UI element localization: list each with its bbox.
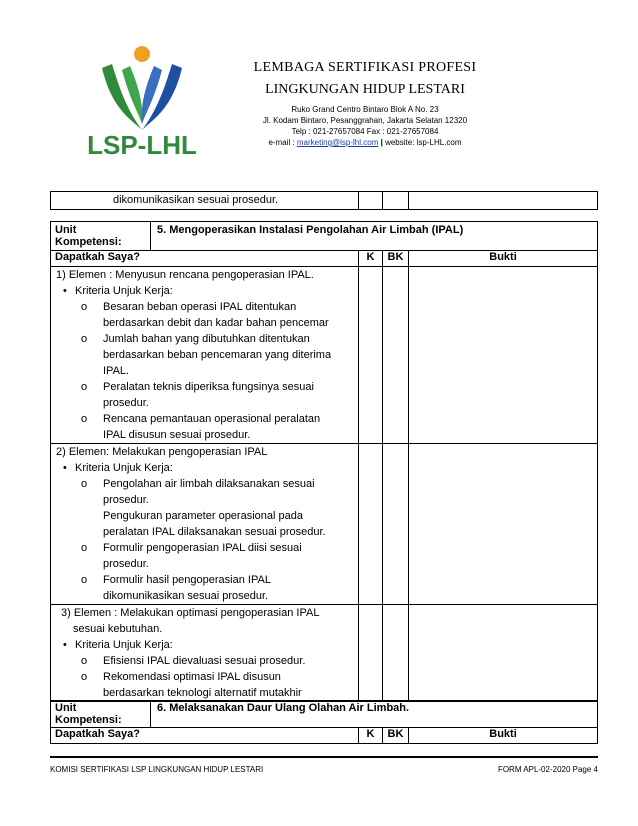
element-cell	[51, 267, 359, 444]
unit-title: 6. Melaksanakan Daur Ulang Olahan Air Limbah.	[151, 701, 598, 728]
col-bk: BK	[383, 251, 409, 267]
criteria-item: o Besaran beban operasi IPAL ditentukan berdasarkan debit dan kadar bahan pencemar	[81, 301, 329, 329]
criteria-item: o Rencana pemantauan operasional peralatan IPAL disusun sesuai prosedur.	[81, 413, 321, 441]
unit6-table	[50, 700, 598, 744]
footer-organization: KOMISI SERTIFIKASI LSP LINGKUNGAN HIDUP LESTARI	[50, 765, 264, 774]
bk-cell[interactable]	[383, 192, 409, 210]
unit-title: 5. Mengoperasikan Instalasi Pengolahan Air Limbah (IPAL)	[151, 222, 598, 251]
separator: |	[378, 138, 386, 147]
footer-divider	[50, 756, 598, 758]
website: website: lsp-LHL.com	[385, 138, 462, 147]
bukti-cell[interactable]	[409, 605, 598, 702]
svg-text:LSP-LHL: LSP-LHL	[87, 130, 197, 160]
element-cell	[51, 605, 359, 702]
bukti-cell[interactable]	[409, 267, 598, 444]
lsp-lhl-logo	[72, 40, 212, 160]
continuation-text: dikomunikasikan sesuai prosedur.	[113, 194, 279, 206]
element-title: 3) Elemen : Melakukan optimasi pengoperasian IPAL	[61, 607, 320, 619]
contact-line	[230, 137, 500, 148]
kriteria-label: • Kriteria Unjuk Kerja:	[51, 283, 358, 299]
k-cell[interactable]	[359, 605, 383, 702]
k-cell[interactable]	[359, 444, 383, 605]
unit5-table	[50, 221, 598, 702]
continuation-cell	[51, 192, 359, 210]
letterhead	[230, 60, 500, 148]
col-bukti: Bukti	[409, 251, 598, 267]
org-name-line1: LEMBAGA SERTIFIKASI PROFESI	[253, 60, 477, 75]
k-cell[interactable]	[359, 192, 383, 210]
bk-cell[interactable]	[383, 444, 409, 605]
criteria-item: o Formulir hasil pengoperasian IPAL dikomunikasikan sesuai prosedur.	[81, 574, 271, 602]
email-link[interactable]: marketing@lsp-lhl.com	[296, 138, 379, 147]
bukti-cell[interactable]	[409, 192, 598, 210]
col-bukti: Bukti	[409, 728, 598, 744]
k-cell[interactable]	[359, 267, 383, 444]
col-question: Dapatkah Saya?	[51, 251, 359, 267]
bk-cell[interactable]	[383, 267, 409, 444]
element-title-cont: sesuai kebutuhan.	[73, 623, 163, 635]
criteria-item: o Peralatan teknis diperiksa fungsinya sesuai prosedur.	[81, 381, 314, 409]
criteria-item: o Efisiensi IPAL dievaluasi sesuai prosedur.	[81, 655, 306, 667]
phone-fax: Telp : 021-27657084 Fax : 021-27657084	[291, 127, 439, 136]
unit-label: Unit Kompetensi:	[51, 222, 151, 251]
unit-label: Unit Kompetensi:	[51, 701, 151, 728]
col-k: K	[359, 251, 383, 267]
kriteria-label: • Kriteria Unjuk Kerja:	[51, 637, 358, 653]
col-question: Dapatkah Saya?	[51, 728, 359, 744]
bk-cell[interactable]	[383, 605, 409, 702]
criteria-item: o Formulir pengoperasian IPAL diisi sesuai prosedur.	[81, 542, 302, 570]
element-title: 2) Elemen: Melakukan pengoperasian IPAL	[56, 446, 268, 458]
address-line1: Ruko Grand Centro Bintaro Blok A No. 23	[291, 105, 439, 114]
continuation-table	[50, 191, 598, 210]
element-title: 1) Elemen : Menyusun rencana pengoperasian IPAL.	[56, 269, 314, 281]
criteria-item: o Rekomendasi optimasi IPAL disusun berdasarkan teknologi alternatif mutakhir	[81, 671, 302, 699]
email-label: e-mail :	[268, 138, 297, 147]
element-cell	[51, 444, 359, 605]
col-k: K	[359, 728, 383, 744]
criteria-item: o Jumlah bahan yang dibutuhkan ditentukan berdasarkan beban pencemaran yang diterima IPAL.	[81, 333, 332, 377]
kriteria-label: • Kriteria Unjuk Kerja:	[51, 460, 358, 476]
org-name-line2: LINGKUNGAN HIDUP LESTARI	[265, 82, 465, 97]
bukti-cell[interactable]	[409, 444, 598, 605]
footer-form-page: FORM APL-02-2020 Page 4	[497, 765, 598, 774]
col-bk: BK	[383, 728, 409, 744]
criteria-item: o Pengolahan air limbah dilaksanakan sesuai prosedur. Pengukuran parameter operasional pada peralatan IPAL dilaksanakan sesuai prosedur.	[81, 478, 326, 538]
address-line2: Jl. Kodam Bintaro, Pesanggrahan, Jakarta Selatan 12320	[262, 116, 468, 125]
